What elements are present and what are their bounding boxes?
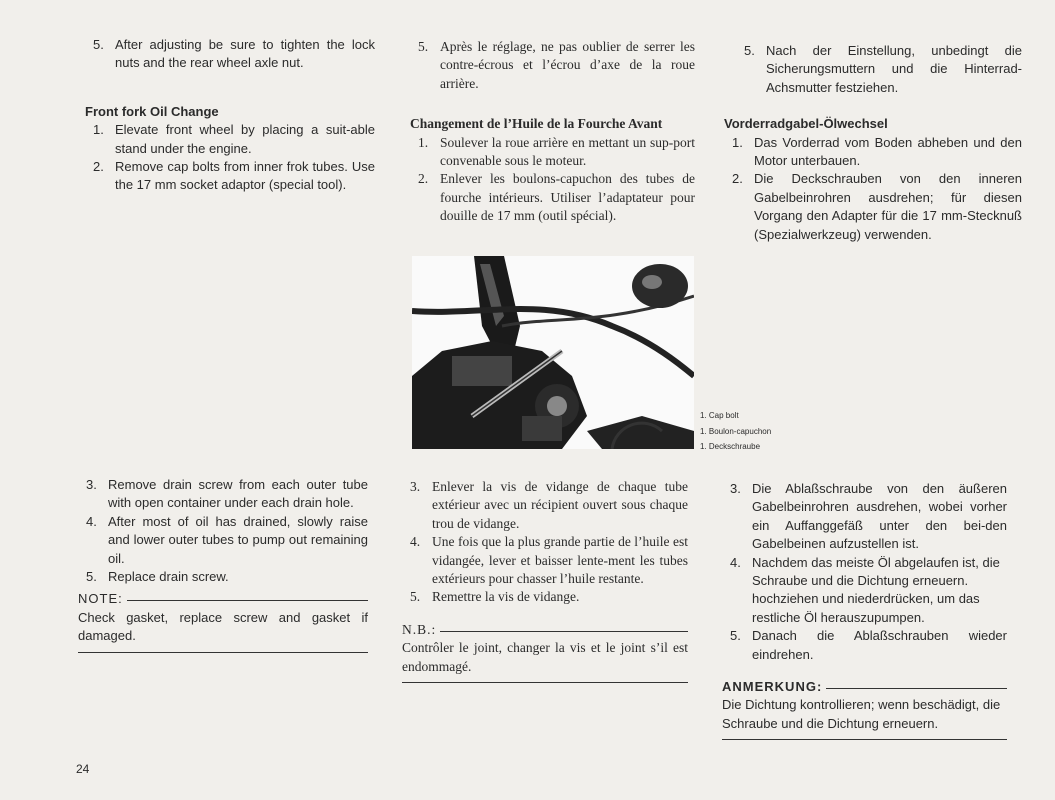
caption-en: 1. Cap bolt xyxy=(700,411,739,420)
step-number: 2. xyxy=(93,159,104,175)
step-number: 1. xyxy=(93,122,104,138)
note-rule xyxy=(440,631,688,632)
fork-cap-bolt-photo xyxy=(412,256,694,449)
english-top-column xyxy=(85,36,375,195)
de-note-end-rule xyxy=(722,739,1007,740)
note-label: ANMERKUNG: xyxy=(722,679,823,695)
step-text: Remove drain screw from each outer tube with open container under each drain hole. xyxy=(108,477,368,511)
german-bottom-column xyxy=(722,480,1007,740)
fr-heading: Changement de l’Huile de la Fourche Avant xyxy=(410,116,663,132)
fr-step-5 xyxy=(402,588,688,606)
page-number: 24 xyxy=(76,762,90,776)
de-step-5-adjust xyxy=(736,42,1022,97)
step-text: Die Ablaßschraube von den äußeren Gabelbeinrohren ausdrehen, wobei vorher ein Auffanggefäß unter den bei-den Gabelbeinen aufzustellen ist. xyxy=(752,481,1007,552)
english-bottom-column xyxy=(78,476,368,653)
step-number: 1. xyxy=(732,134,743,150)
fr-step-3 xyxy=(402,478,688,533)
step-text: Danach die Ablaßschrauben wieder eindrehen. xyxy=(752,628,1007,662)
note-rule xyxy=(826,688,1007,689)
en-step-5-adjust xyxy=(85,36,375,73)
de-note-text: Die Dichtung kontrollieren; wenn beschädigt, die Schraube und die Dichtung erneuern. xyxy=(722,697,1001,731)
de-step-3 xyxy=(722,480,1007,554)
photo-illustration xyxy=(412,256,694,449)
step-text: Remove cap bolts from inner frok tubes. Use the 17 mm socket adaptor (special tool). xyxy=(115,159,375,193)
de-step-2 xyxy=(724,170,1022,244)
de-note-header xyxy=(722,678,1007,696)
step-number: 3. xyxy=(730,481,741,496)
step-number: 5. xyxy=(418,39,429,54)
fr-note-end-rule xyxy=(402,682,688,683)
en-heading: Front fork Oil Change xyxy=(85,103,219,119)
step-text: Après le réglage, ne pas oublier de serrer les contre-écrous et l’écrou d’axe de la roue arrière. xyxy=(440,39,695,91)
de-step-5 xyxy=(722,627,1007,664)
note-label: N.B.: xyxy=(402,621,437,637)
en-step-4 xyxy=(78,513,368,568)
step-text: Enlever les boulons-capuchon des tubes de fourche intérieurs. Utiliser l’adaptateur pour douille de 17 mm (outil spécial). xyxy=(440,171,695,224)
step-number: 1. xyxy=(418,134,429,150)
en-step-5 xyxy=(78,568,368,586)
de-heading: Vorderradgabel-Ölwechsel xyxy=(724,116,888,132)
note-rule xyxy=(127,600,368,601)
caption-de: 1. Deckschraube xyxy=(700,442,761,451)
en-step-3 xyxy=(78,476,368,513)
step-number: 5. xyxy=(730,628,741,644)
step-text: Enlever la vis de vidange de chaque tube extérieur avec un récipient ouvert sous chaque trou de vidange. xyxy=(432,479,688,531)
en-step-1 xyxy=(85,121,375,158)
step-text: Une fois que la plus grande partie de l’huile est vidangée, lever et baisser lente-ment les tubes extérieurs pour chasser l’huile restante. xyxy=(432,534,688,587)
step-number: 3. xyxy=(410,479,421,494)
step-number: 2. xyxy=(732,171,743,187)
fr-step-4 xyxy=(402,533,688,588)
step-text: Die Deckschrauben von den inneren Gabelbeinrohren ausdrehen; für diesen Vorgang den Adapter für die 17 mm-Stecknuß (Spezialwerkzeug) verwenden. xyxy=(754,171,1022,242)
note-label: NOTE: xyxy=(78,591,123,607)
step-number: 4. xyxy=(730,554,741,570)
french-bottom-column xyxy=(402,478,688,683)
de-step-1 xyxy=(724,134,1022,171)
fr-note-header xyxy=(402,621,688,639)
step-number: 5. xyxy=(86,569,97,585)
step-text: Replace drain screw. xyxy=(108,569,229,585)
step-text: After most of oil has drained, slowly raise and lower outer tubes to pump out remaining oil. xyxy=(108,513,368,566)
en-step-2 xyxy=(85,158,375,195)
step-number: 5. xyxy=(93,37,104,52)
step-number: 2. xyxy=(418,171,429,187)
fr-step-2 xyxy=(410,170,695,225)
fr-note-text: Contrôler le joint, changer la vis et le joint s’il est endommagé. xyxy=(402,640,688,674)
step-text: Das Vorderrad vom Boden abheben und den Motor unterbauen. xyxy=(754,134,1022,169)
step-text: Remettre la vis de vidange. xyxy=(432,589,580,605)
en-note-end-rule xyxy=(78,652,368,653)
step-number: 4. xyxy=(86,513,97,529)
step-number: 5. xyxy=(744,43,755,58)
fr-step-5-adjust xyxy=(410,38,695,93)
step-text: Nach der Einstellung, unbedingt die Sicherungsmuttern und die Hinterrad-Achsmutter festziehen. xyxy=(766,43,1022,95)
step-text: Elevate front wheel by placing a suit-able stand under the engine. xyxy=(115,122,375,156)
german-top-column xyxy=(724,42,1022,244)
step-text: After adjusting be sure to tighten the lock nuts and the rear wheel axle nut. xyxy=(115,37,375,71)
fr-step-1 xyxy=(410,134,695,171)
step-number: 3. xyxy=(86,477,97,492)
caption-fr: 1. Boulon-capuchon xyxy=(700,426,772,436)
en-note-header xyxy=(78,590,368,608)
step-number: 4. xyxy=(410,534,421,550)
step-text: Soulever la roue arrière en mettant un sup-port convenable sous le moteur. xyxy=(440,134,695,169)
en-note-text: Check gasket, replace screw and gasket if damaged. xyxy=(78,609,368,644)
french-top-column xyxy=(410,38,695,226)
step-number: 5. xyxy=(410,589,421,605)
de-step-4 xyxy=(722,554,1007,628)
photo-captions xyxy=(700,408,771,455)
step-text: Nachdem das meiste Öl abgelaufen ist, die Schraube und die Dichtung erneuern. hochziehen und niederdrücken, um das restliche Öl herauszupumpen. xyxy=(752,554,1000,625)
